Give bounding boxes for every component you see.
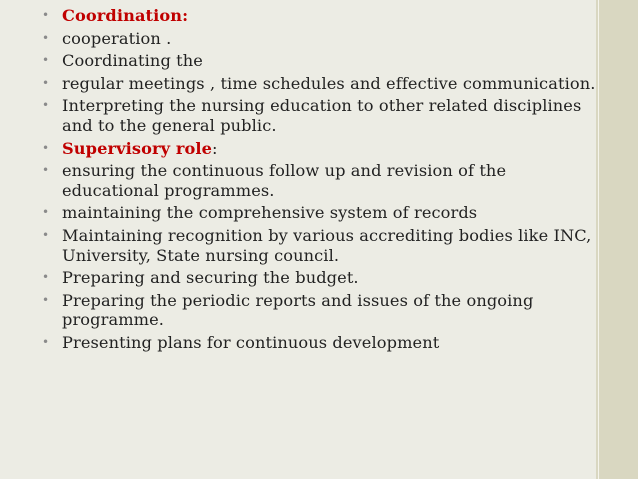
bullet-item xyxy=(28,226,608,265)
bullet-dot-icon: • xyxy=(42,270,50,285)
bullet-text: Coordinating the xyxy=(62,51,203,71)
bullet-text: cooperation . xyxy=(62,28,172,48)
bullet-text: Preparing the periodic reports and issues of the ongoing programme. xyxy=(62,290,534,330)
bullet-dot-icon: • xyxy=(42,292,50,307)
bullet-dot-icon: • xyxy=(42,8,50,22)
bullet-dot-icon: • xyxy=(42,30,50,45)
bullet-dot-icon: • xyxy=(42,205,50,220)
side-decoration-bar xyxy=(596,0,638,479)
bullet-text: maintaining the comprehensive system of records xyxy=(62,203,478,223)
bullet-item xyxy=(28,333,608,353)
bullet-text: Preparing and securing the budget. xyxy=(62,268,359,288)
section-heading: Supervisory role xyxy=(62,138,213,158)
bullet-item xyxy=(28,268,608,288)
bullet-dot-icon: • xyxy=(42,334,50,349)
bullet-item xyxy=(28,6,608,26)
bullet-dot-icon: • xyxy=(42,163,50,178)
bullet-item xyxy=(28,291,608,330)
bullet-dot-icon: • xyxy=(42,140,50,155)
bullet-text: Presenting plans for continuous development xyxy=(62,332,440,352)
section-heading: Coordination: xyxy=(62,6,189,25)
bullet-text: Maintaining recognition by various accrediting bodies like INC, University, State nursing council. xyxy=(62,225,592,265)
bullet-item xyxy=(28,51,608,71)
bullet-dot-icon: • xyxy=(42,53,50,68)
bullet-text: : xyxy=(212,138,218,158)
bullet-dot-icon: • xyxy=(42,227,50,242)
bullet-text: regular meetings , time schedules and effective communication. xyxy=(62,73,596,93)
bullet-item xyxy=(28,96,608,135)
bullet-item xyxy=(28,203,608,223)
bullet-item xyxy=(28,139,608,159)
bullet-item xyxy=(28,161,608,200)
bullet-item xyxy=(28,74,608,94)
bullet-list xyxy=(28,6,608,356)
side-bar-highlight-line xyxy=(598,0,599,479)
bullet-item xyxy=(28,29,608,49)
bullet-text: ensuring the continuous follow up and revision of the educational programmes. xyxy=(62,161,507,200)
bullet-text: Interpreting the nursing education to other related disciplines and to the general public. xyxy=(62,96,582,135)
bullet-dot-icon: • xyxy=(42,98,50,113)
bullet-dot-icon: • xyxy=(42,75,50,90)
